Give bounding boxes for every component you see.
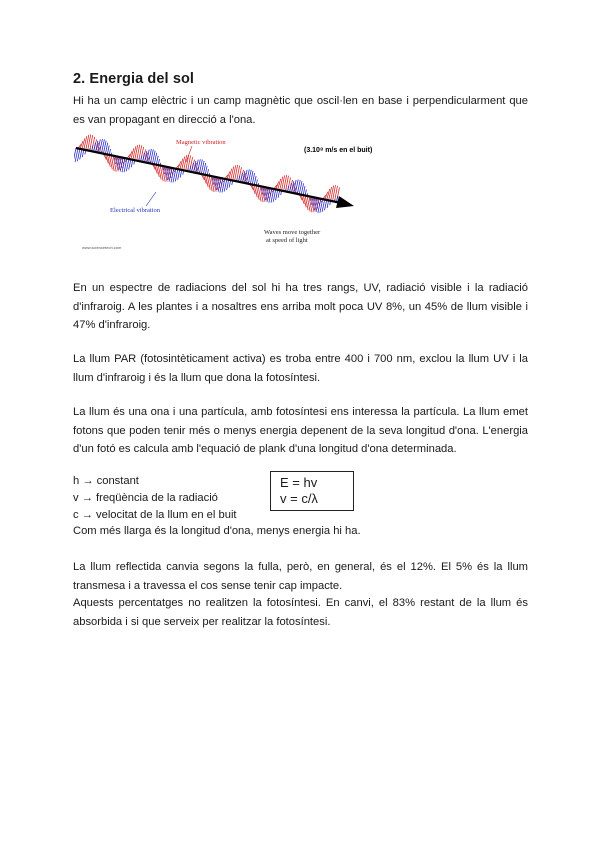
electromagnetic-wave-figure <box>74 132 374 256</box>
electric-wave-stroke <box>227 180 229 190</box>
arrowhead-icon <box>336 196 354 208</box>
figure-watermark: www.sciencetech.com <box>82 245 122 250</box>
section-heading: 2. Energia del sol <box>73 71 195 87</box>
definition-c: c → velocitat de la llum en el buit <box>73 509 237 521</box>
electrical-label: Electrical vibration <box>110 207 160 214</box>
waves-label-line1: Waves move together <box>264 229 321 236</box>
electric-wave-stroke <box>254 176 256 185</box>
electric-wave-stroke <box>80 149 82 159</box>
electric-wave-stroke <box>192 163 194 172</box>
electric-wave-stroke <box>82 150 84 158</box>
paragraph-photon: La llum és una ona i una partícula, amb fotosíntesi ens interessa la partícula. La llum emet fotons que poden tenir més o menys energia depenent de la seva longitud d'ona. L'energia d'un fotó es calcula amb l'equació de plank d'una longitud d'ona determinada. <box>73 406 528 455</box>
paragraph-spectrum: En un espectre de radiacions del sol hi ha tres rangs, UV, radiació visible i la radiació d'infraroig. A les plantes i a nosaltres ens arriba molt poca UV 8%, un 45% de llum visible i 47% d'infraroig. <box>73 282 528 331</box>
electric-wave-stroke <box>290 183 292 192</box>
electric-wave-stroke <box>327 200 329 208</box>
propagation-arrow <box>76 148 346 204</box>
electric-wave-stroke <box>156 156 158 165</box>
equation-box <box>270 471 354 511</box>
electric-wave-stroke <box>241 173 243 182</box>
electric-wave-stroke <box>180 170 182 178</box>
electric-wave-stroke <box>303 186 305 195</box>
electric-wave-stroke <box>276 190 278 200</box>
electric-wave-stroke <box>205 166 207 175</box>
paragraph-par: La llum PAR (fotosintèticament activa) es troba entre 400 i 700 nm, exclou la llum UV i la llum d'infraroig i és la llum que dona la fotosíntesi. <box>73 353 528 384</box>
equation-frequency: v = c/λ <box>280 491 318 506</box>
equation-energy: E = hv <box>280 475 318 490</box>
intro-paragraph: Hi ha un camp elèctric i un camp magnètic que oscil·len en base i perpendicularment que es van propagant en direcció a l'ona. <box>73 95 528 126</box>
conclusion-line: Com més llarga és la longitud d'ona, menys energia hi ha. <box>73 525 361 537</box>
speed-label: (3.10⁸ m/s en el buit) <box>304 147 373 154</box>
electric-wave-stroke <box>325 200 327 210</box>
electric-wave-stroke <box>143 153 145 162</box>
wave-group <box>74 135 339 213</box>
electric-wave-stroke <box>278 190 280 198</box>
definition-h: h → constant <box>73 475 139 487</box>
electric-wave-stroke <box>129 159 131 169</box>
waves-label-line2: at speed of light <box>266 237 308 244</box>
electric-wave-stroke <box>107 146 109 155</box>
electric-wave-stroke <box>131 160 133 168</box>
paragraph-absorbed: Aquests percentatges no realitzen la fotosíntesi. En canvi, el 83% restant de la llum és absorbida i si que serveix per realitzar la fotosíntesi. <box>73 597 528 628</box>
electric-wave-stroke <box>229 180 231 188</box>
magnetic-label: Magnetic vibration <box>176 139 226 146</box>
definition-v: v → freqüència de la radiació <box>73 492 218 504</box>
paragraph-reflected: La llum reflectida canvia segons la fulla, però, en general, és el 12%. El 5% és la llum transmesa i a travessa el cos sense tenir cap impacte. <box>73 561 528 592</box>
electric-wave-stroke <box>94 143 96 152</box>
electric-wave-stroke <box>178 170 180 180</box>
